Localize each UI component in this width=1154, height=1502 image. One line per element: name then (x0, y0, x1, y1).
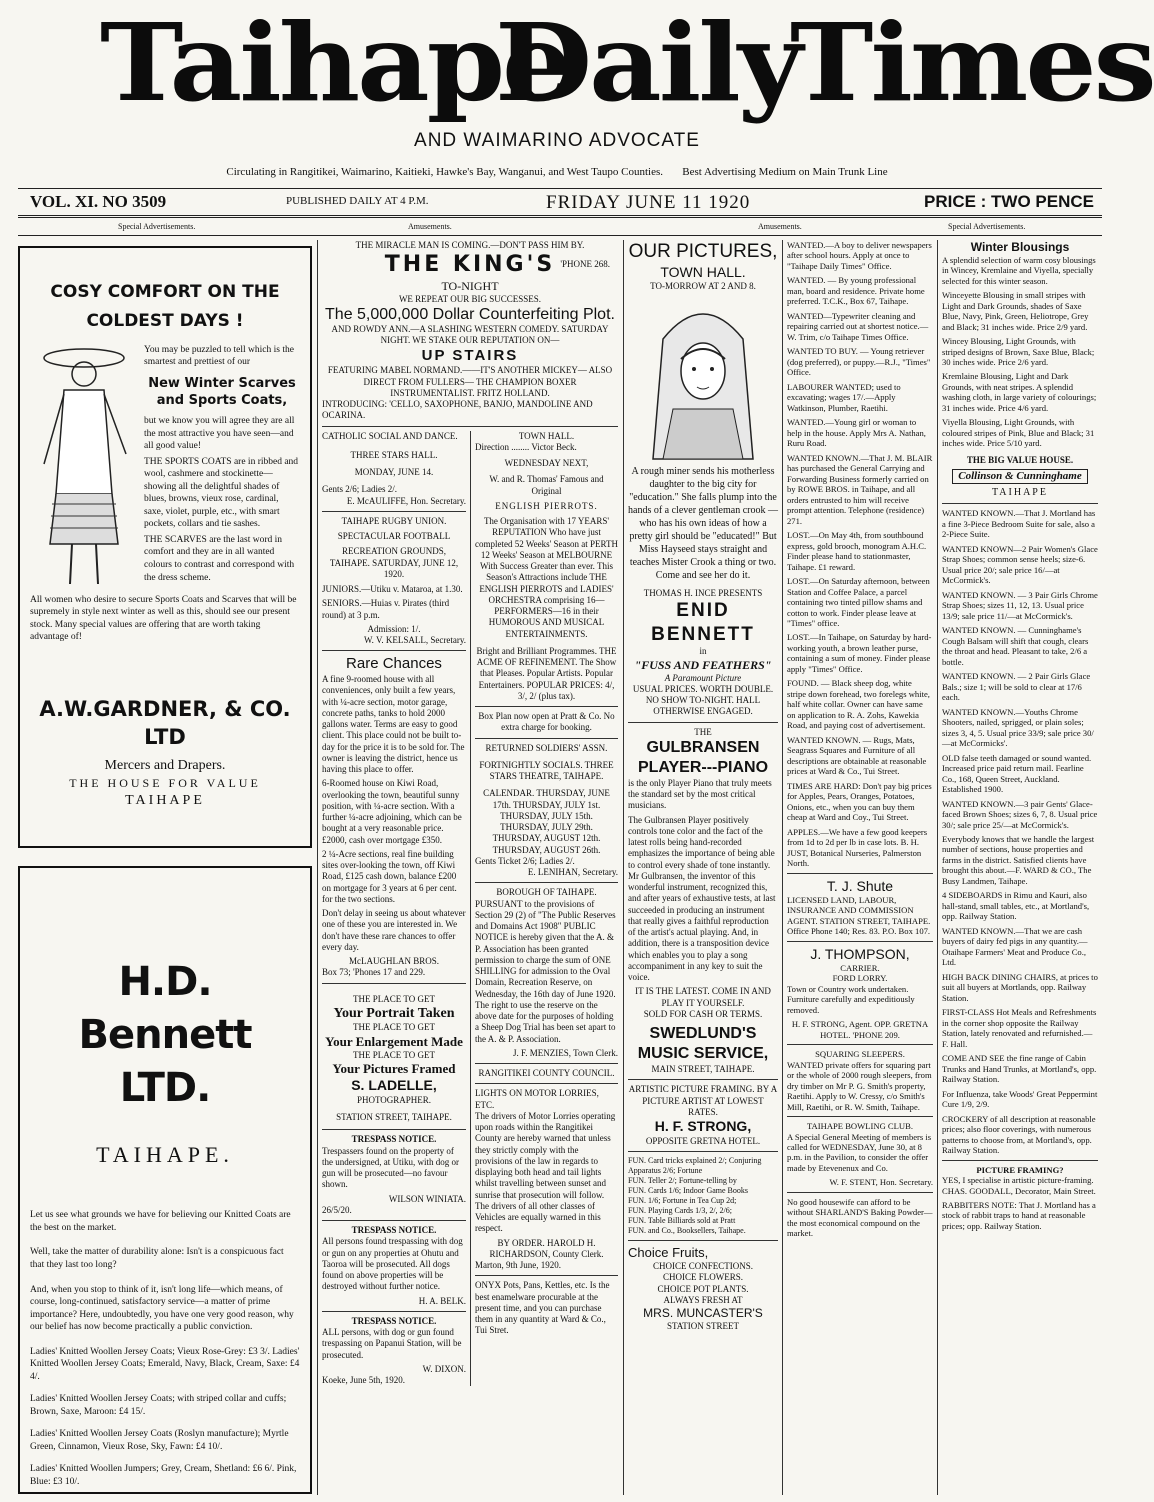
rare-chances-3: 2 ¼-Acre sections, real fine building sites over-looking the town, off Kiwi Road, £125 cash down, balance £200 on mortgage for 3 years at 6 per cent. for the two sections. (322, 848, 457, 904)
counterfeit-title: The 5,000,000 Dollar Counterfeiting Plot. (325, 306, 615, 323)
classified-ad: LOST.—In Taihape, on Saturday by hard-working youth, a brown leather purse, containing a sum of money. Finder please apply "Times" Office. (787, 632, 932, 674)
blousing-5: Viyella Blousing, Light Grounds, with coloured stripes of Pink, Blue and Black; 31 inches wide. Price 5/10 yard. (942, 417, 1095, 449)
kings-theatre: THE KING'S (384, 252, 556, 278)
classified-ad: TIMES ARE HARD: Don't pay big prices for Apples, Pears, Oranges, Potatoes, Onions, etc., when you can buy them cheap at Ward and Coy., Tui Street. (787, 780, 932, 823)
trespass-2-text: All persons found trespassing with dog or gun on any properties at Ohutu and Taoroa will be prosecuted. All dogs found on above properties will be destroyed without further notice. (322, 1236, 463, 1292)
divider (322, 983, 466, 984)
socials-calendar: CALENDAR. THURSDAY, JUNE 17th. THURSDAY, JULY 1st. THURSDAY, JULY 15th. THURSDAY, JULY 29th. THURSDAY, AUGUST 12th. THURSDAY, AUGUST 26th. (483, 788, 610, 855)
classified-ad: 4 SIDEBOARDS in Rimu and Kauri, also hall-stand, small tables, etc., at Mortland's, opp. Railway Station. (942, 890, 1090, 922)
featuring: FEATURING MABEL NORMAND.——IT'S ANOTHER MICKEY— ALSO DIRECT FROM FULLERS— THE CHAMPION BOXER INSTRUMENTALIST. FRITZ HOLLAND. (327, 365, 613, 398)
choice-confections: CHOICE CONFECTIONS. (652, 1261, 753, 1271)
fun-line: FUN. 1/6; Fortune in Tea Cup 2d; (628, 1195, 737, 1205)
rare-chances-title: Rare Chances (346, 655, 442, 673)
blousing-1: A splendid selection of warm cosy blousings in Wincey, Kremlaine and Viyella, specially selected for this winter season. (942, 254, 1096, 286)
marton-date: Marton, 9th June, 1920. (475, 1260, 561, 1271)
trespass-1-date: 26/5/20. (322, 1204, 352, 1215)
bennett-p7: Ladies' Knitted Woollen Jumpers; Grey, Cream, Shetland: £6 6/. Pink, Blue: £3 10/. (30, 1464, 297, 1487)
thompson-text: Town or Country work undertaken. Furniture carefully and expeditiously removed. (787, 983, 915, 1015)
winiata: WILSON WINIATA. (388, 1193, 466, 1204)
classified-ad: WANTED—Typewriter cleaning and repairing carried out at shortest notice.—W. Trim, c/o Taihape Times Office. (787, 310, 929, 342)
date: FRIDAY JUNE 11 1920 (546, 192, 751, 213)
borough-title: BOROUGH OF TAIHAPE. (496, 887, 597, 898)
divider (942, 503, 1098, 504)
shute-name: T. J. Shute (826, 877, 894, 894)
masthead (0, 0, 1154, 231)
gulbransen-sold: SOLD FOR CASH OR TERMS. (643, 1008, 763, 1019)
gulbransen: GULBRANSEN PLAYER---PIANO (637, 738, 769, 776)
section-label-4: Special Advertisements. (948, 222, 1026, 231)
column-divider (937, 240, 938, 1495)
pictures-tomorrow: TO-MORROW AT 2 AND 8. (650, 281, 756, 292)
fun-line: FUN. Playing Cards 1/3, 2/, 2/6; (628, 1205, 733, 1215)
classified-ad: WANTED KNOWN—2 Pair Women's Glace Strap Shoes; common sense heels; size-6. Usual price 20/; sale price 16/—at McCormick's. (942, 543, 1098, 586)
bennett-p2: Well, take the matter of durability alone: Isn't is a conspicuous fact that they last too long? (30, 1247, 284, 1271)
fuss-and-feathers: "FUSS AND FEATHERS" (634, 657, 772, 672)
classified-ad: WANTED KNOWN.—Youths Chrome Shooters, nailed, sprigged, or plain soles; sizes 3, 4, 5. Usual price 33/9; sale price 30/—at McCormicks'. (942, 706, 1094, 749)
gardner-mercers: Mercers and Drapers. (104, 758, 226, 774)
classified-ad: WANTED KNOWN. — 3 Pair Girls Chrome Strap Shoes; sizes 11, 12, 13. Usual price 13/9; sale price 11/—at McCormick's. (942, 589, 1098, 621)
classified-ad: WANTED.—Young girl or woman to help in the house. Apply Mrs A. Nathan, Ruru Road. (787, 417, 926, 449)
thompson-name: J. THOMPSON, (810, 945, 910, 962)
gardner-p3: THE SCARVES are the last word in comfort and they are in all wanted colours to contrast and correspond with the dress scheme. (144, 534, 295, 583)
strong-opposite: OPPOSITE GRETNA HOTEL. (645, 1135, 761, 1146)
gardner-intro: You may be puzzled to tell which is the smartest and prettiest of our (144, 344, 294, 368)
muncasters: MRS. MUNCASTER'S (643, 1306, 763, 1320)
menzies: J. F. MENZIES, Town Clerk. (513, 1047, 618, 1058)
classified-ad: APPLES.—We have a few good keepers from 1d to 2d per lb in case lots. B. H. JUST, Botanical Nurseries, Palmerston North. (787, 826, 928, 869)
section-label-1: Special Advertisements. (118, 222, 196, 231)
strong-name: H. F. STRONG, (654, 1118, 752, 1134)
ladelle: S. LADELLE, (351, 1077, 437, 1094)
rugby-juniors: JUNIORS.—Utiku v. Mataroa, at 1.30. (322, 584, 463, 595)
collinson-logo: Collinson & Cunninghame (952, 469, 1088, 484)
bennett-town: TAIHAPE. (96, 1142, 234, 1168)
classified-ad: CROCKERY of all description at reasonable prices; also floor coverings, with numerous patterns to choose from, at Mortland's, opp. Railway Station. (942, 1113, 1096, 1156)
divider (322, 1129, 466, 1130)
divider (475, 1063, 618, 1064)
blousing-4: Kremlaine Blousing, Light and Dark Grounds, with neat stripes. A splendid washing cloth, in large variety of colourings; 31 inches wide. Price 4/6 yard. (942, 371, 1097, 413)
classified-ad: WANTED.—A boy to deliver newspapers after school hours. Apply at once to "Taihape Daily Times" Office. (787, 240, 932, 271)
divider (475, 882, 618, 883)
fun-list (628, 1156, 778, 1236)
circulation-line (0, 166, 1114, 178)
divider (942, 1160, 1098, 1161)
classified-ad: LOST.—On May 4th, from southbound express, gold brooch, monogram A.H.C. Finder please hand to stationmaster, Taihape. £1 reward. (787, 530, 927, 572)
rugby-admission: Admission: 1/. (367, 623, 421, 634)
column-4 (787, 240, 933, 1495)
gardner-p4: All women who desire to secure Sports Coats and Scarves that will be supremely in style next winter as well as this, should see our present stock. Many special values are offering that are worth taking advantage of! (30, 594, 297, 643)
divider (475, 1083, 618, 1084)
choice-fruits: Choice Fruits, (628, 1244, 709, 1260)
divider (475, 1275, 618, 1276)
pictures-framed: Your Pictures Framed (332, 1061, 456, 1077)
rare-chances-2: 6-Roomed house on Kiwi Road, overlooking the town, beautiful sunny position, with ¼-acre section. With a further ¼-acre adjoining, which can be bought at a very reasonable price. £2000, cash over mortgage £350. (322, 778, 462, 845)
gardner-p2: THE SPORTS COATS are in ribbed and wool, cashmere and stockinette—showing all the delightful shades of blues, browns, vieux rose, cardinal, saxe, violet, purple, etc., with smart pockets, collars and tie sashes. (144, 456, 299, 530)
title-word-times: Times (790, 1, 1154, 126)
gulbransen-latest: IT IS THE LATEST. COME IN AND PLAY IT YOURSELF. (635, 986, 771, 1008)
enid-bennett: ENID BENNETT (651, 599, 755, 645)
mclaughlan: McLAUGHLAN BROS. (349, 956, 439, 967)
divider (787, 941, 933, 942)
direction: Direction ........ Victor Beck. (475, 441, 577, 452)
fun-line: FUN. Card tricks explained 2/; Conjuring Apparatus 2/6; Fortune (628, 1155, 762, 1175)
enlargement: Your Enlargement Made (325, 1033, 463, 1049)
returned-soldiers: RETURNED SOLDIERS' ASSN. (485, 742, 608, 753)
onyx-advert: ONYX Pots, Pans, Kettles, etc. Is the best enamelware procurable at the present time, and you can purchase them in any quantity at Ward & Co., Tui Stret. (475, 1280, 610, 1336)
bennett-p5: Ladies' Knitted Woollen Jersey Coats; with striped collar and cuffs; Brown, Saxe, Maroon: £4 15/. (30, 1394, 287, 1417)
woman-in-sports-coat-illustration (30, 344, 138, 594)
rare-chances-4: Don't delay in seeing us about whatever one of these you are interested in. We don't have these rare chances to offer every day. (322, 908, 466, 952)
info-bar (18, 192, 1102, 214)
muncaster-street: STATION STREET (666, 1321, 740, 1331)
mclaughlan-box: Box 73; 'Phones 17 and 229. (322, 967, 426, 978)
split-section (322, 431, 618, 1387)
portrait-place-3: THE PLACE TO GET (353, 1049, 435, 1060)
classified-ad: HIGH BACK DINING CHAIRS, at prices to suit all buyers at Mortlands, opp. Railway Station. (942, 971, 1098, 1003)
divider (322, 1311, 466, 1312)
lenihan: E. LENIHAN, Secretary. (527, 867, 618, 878)
gardner-firm: A.W.GARDNER, & CO. LTD (39, 696, 291, 749)
shute-text: LICENSED LAND, LABOUR, INSURANCE AND COMMISSION AGENT. STATION STREET, TAIHAPE. Office Phone 140; Res. 83. P.O. Box 107. (787, 894, 931, 937)
catholic-social: CATHOLIC SOCIAL AND DANCE. (322, 430, 458, 441)
collinson-town: TAIHAPE (992, 487, 1048, 499)
spectacular-football: SPECTACULAR FOOTBALL (337, 531, 451, 542)
column-2 (322, 240, 618, 1495)
rugby-grounds: RECREATION GROUNDS, TAIHAPE. SATURDAY, JUNE 12, 1920. (329, 546, 459, 579)
classified-ad: LABOURER WANTED; used to excavating; wages 17/.—Apply Watkinson, Plumber, Raetihi. (787, 381, 901, 413)
trespass-3-text: ALL persons, with dog or gun found trespassing on Papanui Station, will be prosecuted. (322, 1327, 462, 1360)
photographer: PHOTOGRAPHER. (356, 1094, 432, 1105)
fun-line: FUN. Table Billiards sold at Pratt (628, 1215, 736, 1225)
classified-ad: WANTED KNOWN.—That J. Mortland has a fine 3-Piece Bedroom Suite for sale, also a 2-Piece Suite. (942, 508, 1096, 540)
column-3 (628, 240, 778, 1495)
trespass-1-title: TRESPASS NOTICE. (351, 1134, 437, 1145)
gardner-town: TAIHAPE (125, 792, 205, 808)
divider (322, 650, 466, 651)
classified-ad: WANTED KNOWN.—3 pair Gents' Glace-faced Brown Shoes; sizes 6, 7, 8. Usual price 30/; sale price 25/—at McCormick's. (942, 798, 1098, 830)
subtitle: AND WAIMARINO ADVOCATE (414, 130, 700, 151)
the-label: THE (694, 726, 712, 737)
classified-ad: WANTED KNOWN. — Cunninghame's Cough Balsam will shift that cough, clears the throat and head. Pleasant to take, 2/6 a bottle. (942, 625, 1089, 667)
in-label: in (699, 646, 707, 657)
split-right (471, 431, 618, 1387)
pictures-town-hall: TOWN HALL. (660, 263, 746, 280)
picture-framing-text: YES, I specialise in artistic picture-framing. CHAS. GOODALL, Decorator, Main Street. (942, 1175, 1096, 1196)
choice-flowers: CHOICE FLOWERS. (662, 1272, 743, 1283)
rugby-seniors: SENIORS.—Huias v. Pirates (third round) at 3 p.m. (322, 598, 450, 620)
classified-ad: For Influenza, take Woods' Great Peppermint Cure 1/9, 2/9. (942, 1088, 1098, 1110)
dixon: W. DIXON. (422, 1363, 466, 1374)
divider (787, 1192, 933, 1193)
rabbiters-note: RABBITERS NOTE: That J. Mortland has a stock of rabbit traps to hand at reasonable prices; opp. Railway Station. (942, 1200, 1096, 1231)
classified-ad: LOST.—On Saturday afternoon, between Station and Coffee Palace, a parcel containing two tinted pillow shams and cotton to work. Finder please leave at "Times" office. (787, 576, 930, 628)
ince-presents: THOMAS H. INCE PRESENTS (643, 587, 763, 598)
blousing-3: Wincey Blousing, Light Grounds, with striped designs of Brown, Saxe Blue, Black; 30 inches wide. Price 2/6 yard. (942, 336, 1095, 367)
fun-line: FUN. and Co., Booksellers, Taihape. (628, 1225, 746, 1235)
koeke-date: Koeke, June 5th, 1920. (322, 1375, 405, 1386)
bowling-text: A Special General Meeting of members is called for WEDNESDAY, June 30, at 8 p.m. in the Pavilion, to consider the offer made by Etevenenux and Co. (787, 1131, 932, 1173)
gardner-advert (18, 246, 312, 848)
classified-ad: WANTED TO BUY. — Young retriever (dog preferred), or puppy.—R.J., "Times" Office. (787, 346, 931, 378)
film-story: A rough miner sends his motherless daughter to the big city for "education." She falls plump into the hands of a clever gentleman crook —who has his own ideas of how a pretty girl should be "educated!" But Miss Hayseed stays straight and teaches Mister Crook a thing or two. Come and see her do it. (628, 465, 778, 581)
column-5 (942, 240, 1098, 1495)
ladelle-station: STATION STREET, TAIHAPE. (336, 1112, 452, 1123)
big-value-house: THE BIG VALUE HOUSE. (966, 454, 1074, 465)
fortnightly-socials: FORTNIGHTLY SOCIALS. THREE STARS THEATRE, TAIHAPE. (479, 759, 614, 782)
gulbransen-2: The Gulbransen Player positively controls tone color and the fact of the latest rolls being hand-recorded emphasizes the importance of being able to control every shade of tone instantly. Mr Gulbransen, the inventor of this wonderful instrument, recognized this, and after years of exhaustive tests, at last succeeded in producing an instrument that really gives a faithful reproduction of the artist's actual playing. And, in addition, there is a transposition device which enables you to play a song accompaniment in any key to suit the voice. (628, 814, 776, 982)
english-pierrots: ENGLISH PIERROTS. (495, 500, 598, 511)
fun-line: FUN. Cards 1/6; Indoor Game Books (628, 1185, 748, 1195)
bowling-title: TAIHAPE BOWLING CLUB. (806, 1121, 913, 1132)
section-label-3: Amusements. (758, 222, 802, 231)
kings-repeat: WE REPEAT OUR BIG SUCCESSES. (398, 293, 542, 304)
gardner-text (138, 344, 300, 594)
classified-ad: FOUND. — Black sheep dog, white stripe down forehead, two forelegs white, half white collar. Owner can have same on application to R. A. Zohs, Kawekia Road, and paying cost of advertisement. (787, 678, 930, 731)
gulbransen-1: is the only Player Piano that truly meets the standard set by the most critical musicians. (628, 777, 772, 811)
fun-line: FUN. Teller 2/; Fortune-telling by (628, 1175, 737, 1185)
title-word-daily: Daily (495, 1, 800, 126)
box-plan: Box Plan now open at Pratt & Co. No extra charge for booking. (478, 711, 615, 733)
town-hall-label: TOWN HALL. (518, 430, 575, 441)
circulation-text: Circulating in Rangitikei, Waimarino, Kaitieki, Hawke's Bay, Wanganui, and West Taupo Counties. (226, 166, 664, 178)
divider (628, 1151, 778, 1152)
rangitikei-council: RANGITIKEI COUNTY COUNCIL. (478, 1068, 615, 1079)
classified-ad: WANTED KNOWN. — Rugs, Mats, Seagrass Squares and Furniture of all descriptions are obtainable at reasonable prices at Ward & Co., Tui Street. (787, 734, 927, 777)
divider (322, 1220, 466, 1221)
divider (787, 873, 933, 874)
winter-blousings: Winter Blousings (970, 240, 1070, 254)
by-order: BY ORDER. HAROLD H. RICHARDSON, County Clerk. (489, 1237, 604, 1259)
enid-bennett-portrait (643, 299, 763, 459)
divider (475, 706, 618, 707)
thompson-carrier: CARRIER. (840, 962, 880, 973)
sharland-advert: No good housewife can afford to be without SHARLAND'S Baking Powder—the most economical compound on the market. (787, 1196, 933, 1239)
portrait-place-2: THE PLACE TO GET (353, 1022, 435, 1033)
picture-framing-question: PICTURE FRAMING? (976, 1164, 1064, 1175)
trespass-1-text: Trespassers found on the property of the undersigned, at Utiku, with dog or gun will be prosecuted—no favour shown. (322, 1145, 459, 1190)
split-left (322, 431, 471, 1387)
pierrots-bright: Bright and Brilliant Programmes. THE ACME OF REFINEMENT. The Show that Pleases. Popular Artists. Popular Entertainers. POPULAR PRICES: 4/, 3/, 2/ (plus tax). (476, 645, 617, 701)
rowdy-ann: AND ROWDY ANN.—A SLASHING WESTERN COMEDY. SATURDAY NIGHT. WE STAKE OUR REPUTATION ON— (331, 324, 609, 346)
stent: W. F. STENT, Hon. Secretary. (829, 1177, 933, 1188)
masthead-rule-bottom (18, 215, 1102, 218)
lights-text: The drivers of Motor Lorries operating upon roads within the Rangitikei County are hereby warned that unless they strictly comply with the provisions of the law in regards to displaying both head and tail lights whilst travelling between sunset and sunrise that prosecution will follow. The drivers of all other classes of Vehicles are equally warned in this respect. (475, 1110, 616, 1234)
always-fresh: ALWAYS FRESH AT (663, 1294, 743, 1305)
kings-phone: 'PHONE 268. (560, 259, 610, 270)
masthead-rule-top (18, 188, 1102, 189)
portrait-taken: Your Portrait Taken (333, 1005, 455, 1021)
classified-ad: OLD false teeth damaged or sound wanted. Increased price paid return mail. Fearline Co., 168, Queen Street, Auckland. Established 1900. (942, 752, 1092, 795)
classified-ad: WANTED KNOWN. — 2 Pair Girls Glace Bals.; size 1; will be sold to clear at 17/6 each. (942, 671, 1091, 703)
column-divider (317, 240, 318, 1495)
borough-text: PURSUANT to the provisions of Section 29 (2) of "The Public Reserves and Domains Act 1908" PUBLIC NOTICE is hereby given that the A. & P. Association has been granted permission to charge the sum of ONE SHILLING for admission to the Oval Domain, Recreation Reserve, on Wednesday, the 16th day of June 1920. The right to use the reserve on the above date for the purposes of holding a Sheep Dog Trial has been set apart to the A. & P. Association. (475, 898, 616, 1044)
pierrots-organisation: The Organisation with 17 YEARS' REPUTATION Who have just completed 52 Weeks' Season at PERTH 12 Weeks' Season at MELBOURNE With Success Greater than ever. This Season's Attractions include THE ENGLISH PIERROTS and LADIES' ORCHESTRA comprising 16—PERFORMERS—16 in their HUMOROUS AND MUSICAL ENTERTAINMENTS. (475, 516, 618, 639)
divider (628, 1240, 778, 1241)
framing-advert: ARTISTIC PICTURE FRAMING. BY A PICTURE ARTIST AT LOWEST RATES. (628, 1084, 778, 1117)
divider (787, 1044, 933, 1045)
socials-tickets: Gents Ticket 2/6; Ladies 2/. (475, 855, 575, 866)
bennett-p6: Ladies' Knitted Woollen Jersey Coats (Roslyn manufacture); Myrtle Green, Cinnamon, Vieux Rose, Sky, Fawn: £4 10/. (30, 1429, 289, 1452)
classified-ad: Everybody knows that we handle the largest number of sections, house properties and farms in the district. Satisfied clients have brought this about.—F. WARD & CO., The Busy Landmen, Taihape. (942, 833, 1095, 886)
volume: VOL. XI. NO 3509 (30, 192, 167, 211)
gardner-body (30, 344, 300, 594)
bennett-p1: Let us see what grounds we have for believing our Knitted Coats are the best on the market. (30, 1210, 291, 1233)
column-divider (623, 240, 624, 1495)
belk: H. A. BELK. (418, 1295, 466, 1306)
squaring-title: SQUARING SLEEPERS. (815, 1049, 905, 1060)
choice-pot-plants: CHOICE POT PLANTS. (657, 1283, 749, 1294)
our-pictures: OUR PICTURES, (628, 241, 778, 262)
advertising-text: Best Advertising Medium on Main Trunk Line (682, 166, 888, 178)
divider (322, 426, 618, 427)
column-1 (18, 240, 312, 1495)
classified-ad: WANTED KNOWN.—That J. M. BLAIR has purchased the General Carrying and Forwarding Business formerly carried on by ROWE BROS. in Taihape, and all orders entrusted to him will receive prompt attention. Telephone (residence) 271. (787, 452, 933, 526)
mcauliffe: E. McAULIFFE, Hon. Secretary. (346, 495, 466, 506)
title-word-taihape: Taihape (100, 1, 571, 126)
bennett-p4: Ladies' Knitted Woollen Jersey Coats; Vieux Rose-Grey: £3 3/. Ladies' Knitted Woollen Jersey Coats; Emerald, Navy, Black, Cream, Saxe: £4 4/. (30, 1346, 300, 1382)
gardner-p1: but we know you will agree they are all the most attractive you have seen—and all good value! (144, 416, 295, 452)
price: PRICE : TWO PENCE (923, 192, 1094, 211)
classified-ad: WANTED. — By young professional man, board and residence. Private home preferred. T.C.K., Box 67, Taihape. (787, 275, 925, 307)
trespass-3-title: TRESPASS NOTICE. (351, 1315, 437, 1326)
rugby-union: TAIHAPE RUGBY UNION. (341, 515, 447, 526)
rare-chances-1: A fine 9-roomed house with all conveniences, only built a few years, with ¼-acre section, motor garage, concrete paths, tanks to hold 2000 gallons water. Terms are easy to good client. This place could not be built to-day for the price it is to be sold for. The owner is leaving the district, hence us having this place to offer. (322, 674, 465, 775)
divider (628, 722, 778, 723)
paramount: A Paramount Picture (664, 672, 742, 683)
scarves-headline: New Winter Scarves and Sports Coats, (148, 375, 296, 408)
miracle-man: THE MIRACLE MAN IS COMING.—DON'T PASS HIM BY. (355, 240, 585, 250)
kings-header (322, 251, 618, 279)
pierrots-intro: W. and R. Thomas' Famous and Original (489, 474, 604, 496)
cosy-headline: COSY COMFORT ON THE COLDEST DAYS ! (50, 282, 280, 331)
usual-prices: USUAL PRICES. WORTH DOUBLE. NO SHOW TO-NIGHT. HALL OTHERWISE ENGAGED. (632, 683, 774, 717)
upstairs-title: UP STAIRS (421, 346, 519, 364)
thompson-ford: FORD LORRY. (832, 973, 888, 984)
classified-ad: WANTED KNOWN.—That we are cash buyers of dairy fed pigs in any quantity.—Otaihape Farmers' Meat and Produce Co., Ltd. (942, 925, 1088, 968)
catholic-prices: Gents 2/6; Ladies 2/. (322, 484, 397, 495)
divider (787, 1116, 933, 1117)
gardner-house: THE HOUSE FOR VALUE (69, 775, 261, 790)
divider (322, 511, 466, 512)
portrait-place: THE PLACE TO GET (353, 993, 435, 1004)
kelsall: W. V. KELSALL, Secretary. (364, 635, 466, 646)
kings-tonight: TO-NIGHT (441, 278, 499, 293)
divider (628, 1079, 778, 1080)
trespass-2-title: TRESPASS NOTICE. (351, 1225, 437, 1236)
introducing: INTRODUCING: 'CELLO, SAXOPHONE, BANJO, MANDOLINE AND OCARINA. (322, 399, 593, 421)
bennett-p3: And, when you stop to think of it, isn't long life—which means, of course, long-continued, satisfactory service—a matter of prime importance? Here, undoubtedly, you have one very good reason, why our belief has now become practically a public conviction. (30, 1284, 294, 1333)
classified-ad: FIRST-CLASS Hot Meals and Refreshments in the corner shop opposite the Railway Station, lately renovated and refurnished.—F. Hall. (942, 1007, 1097, 1049)
catholic-date: MONDAY, JUNE 14. (354, 467, 434, 478)
published: PUBLISHED DAILY AT 4 P.M. (286, 195, 429, 207)
three-stars-hall: THREE STARS HALL. (350, 449, 438, 460)
bennett-name: H.D. Bennett LTD. (78, 959, 252, 1111)
strong-agent: H. F. STRONG, Agent. OPP. GRETNA HOTEL. 'PHONE 209. (791, 1019, 929, 1040)
column-divider (782, 240, 783, 1495)
blousing-2: Winceyette Blousing in small stripes with Light and Dark Grounds, shades of Saxe Blue, Navy, Pink, Green, Heliotrope, Grey and Black; 31 inches wide. Price 2/9 yard. (942, 290, 1089, 332)
section-label-2: Amusements. (408, 222, 452, 231)
classified-ad: COME AND SEE the fine range of Cabin Trunks and Hand Trunks, at Mortland's, opp. Railway Station. (942, 1053, 1097, 1085)
squaring-text: WANTED private offers for squaring part or the whole of 2000 rough sleepers, from dry timber on Mr P. G. Smith's property, Raetihi. Apply to W. Cressy, c/o Smith's Mill, Raetihi, or R. W. Smith, Taihape. (787, 1059, 932, 1112)
divider (475, 738, 618, 739)
lights-title: LIGHTS ON MOTOR LORRIES, ETC. (475, 1088, 599, 1110)
swedlunds: SWEDLUND'S MUSIC SERVICE, (637, 1025, 769, 1062)
swedlunds-street: MAIN STREET, TAIHAPE. (651, 1064, 755, 1074)
bennett-advert (18, 866, 312, 1494)
wednesday-next: WEDNESDAY NEXT, (504, 458, 589, 469)
section-rule (18, 235, 1102, 236)
